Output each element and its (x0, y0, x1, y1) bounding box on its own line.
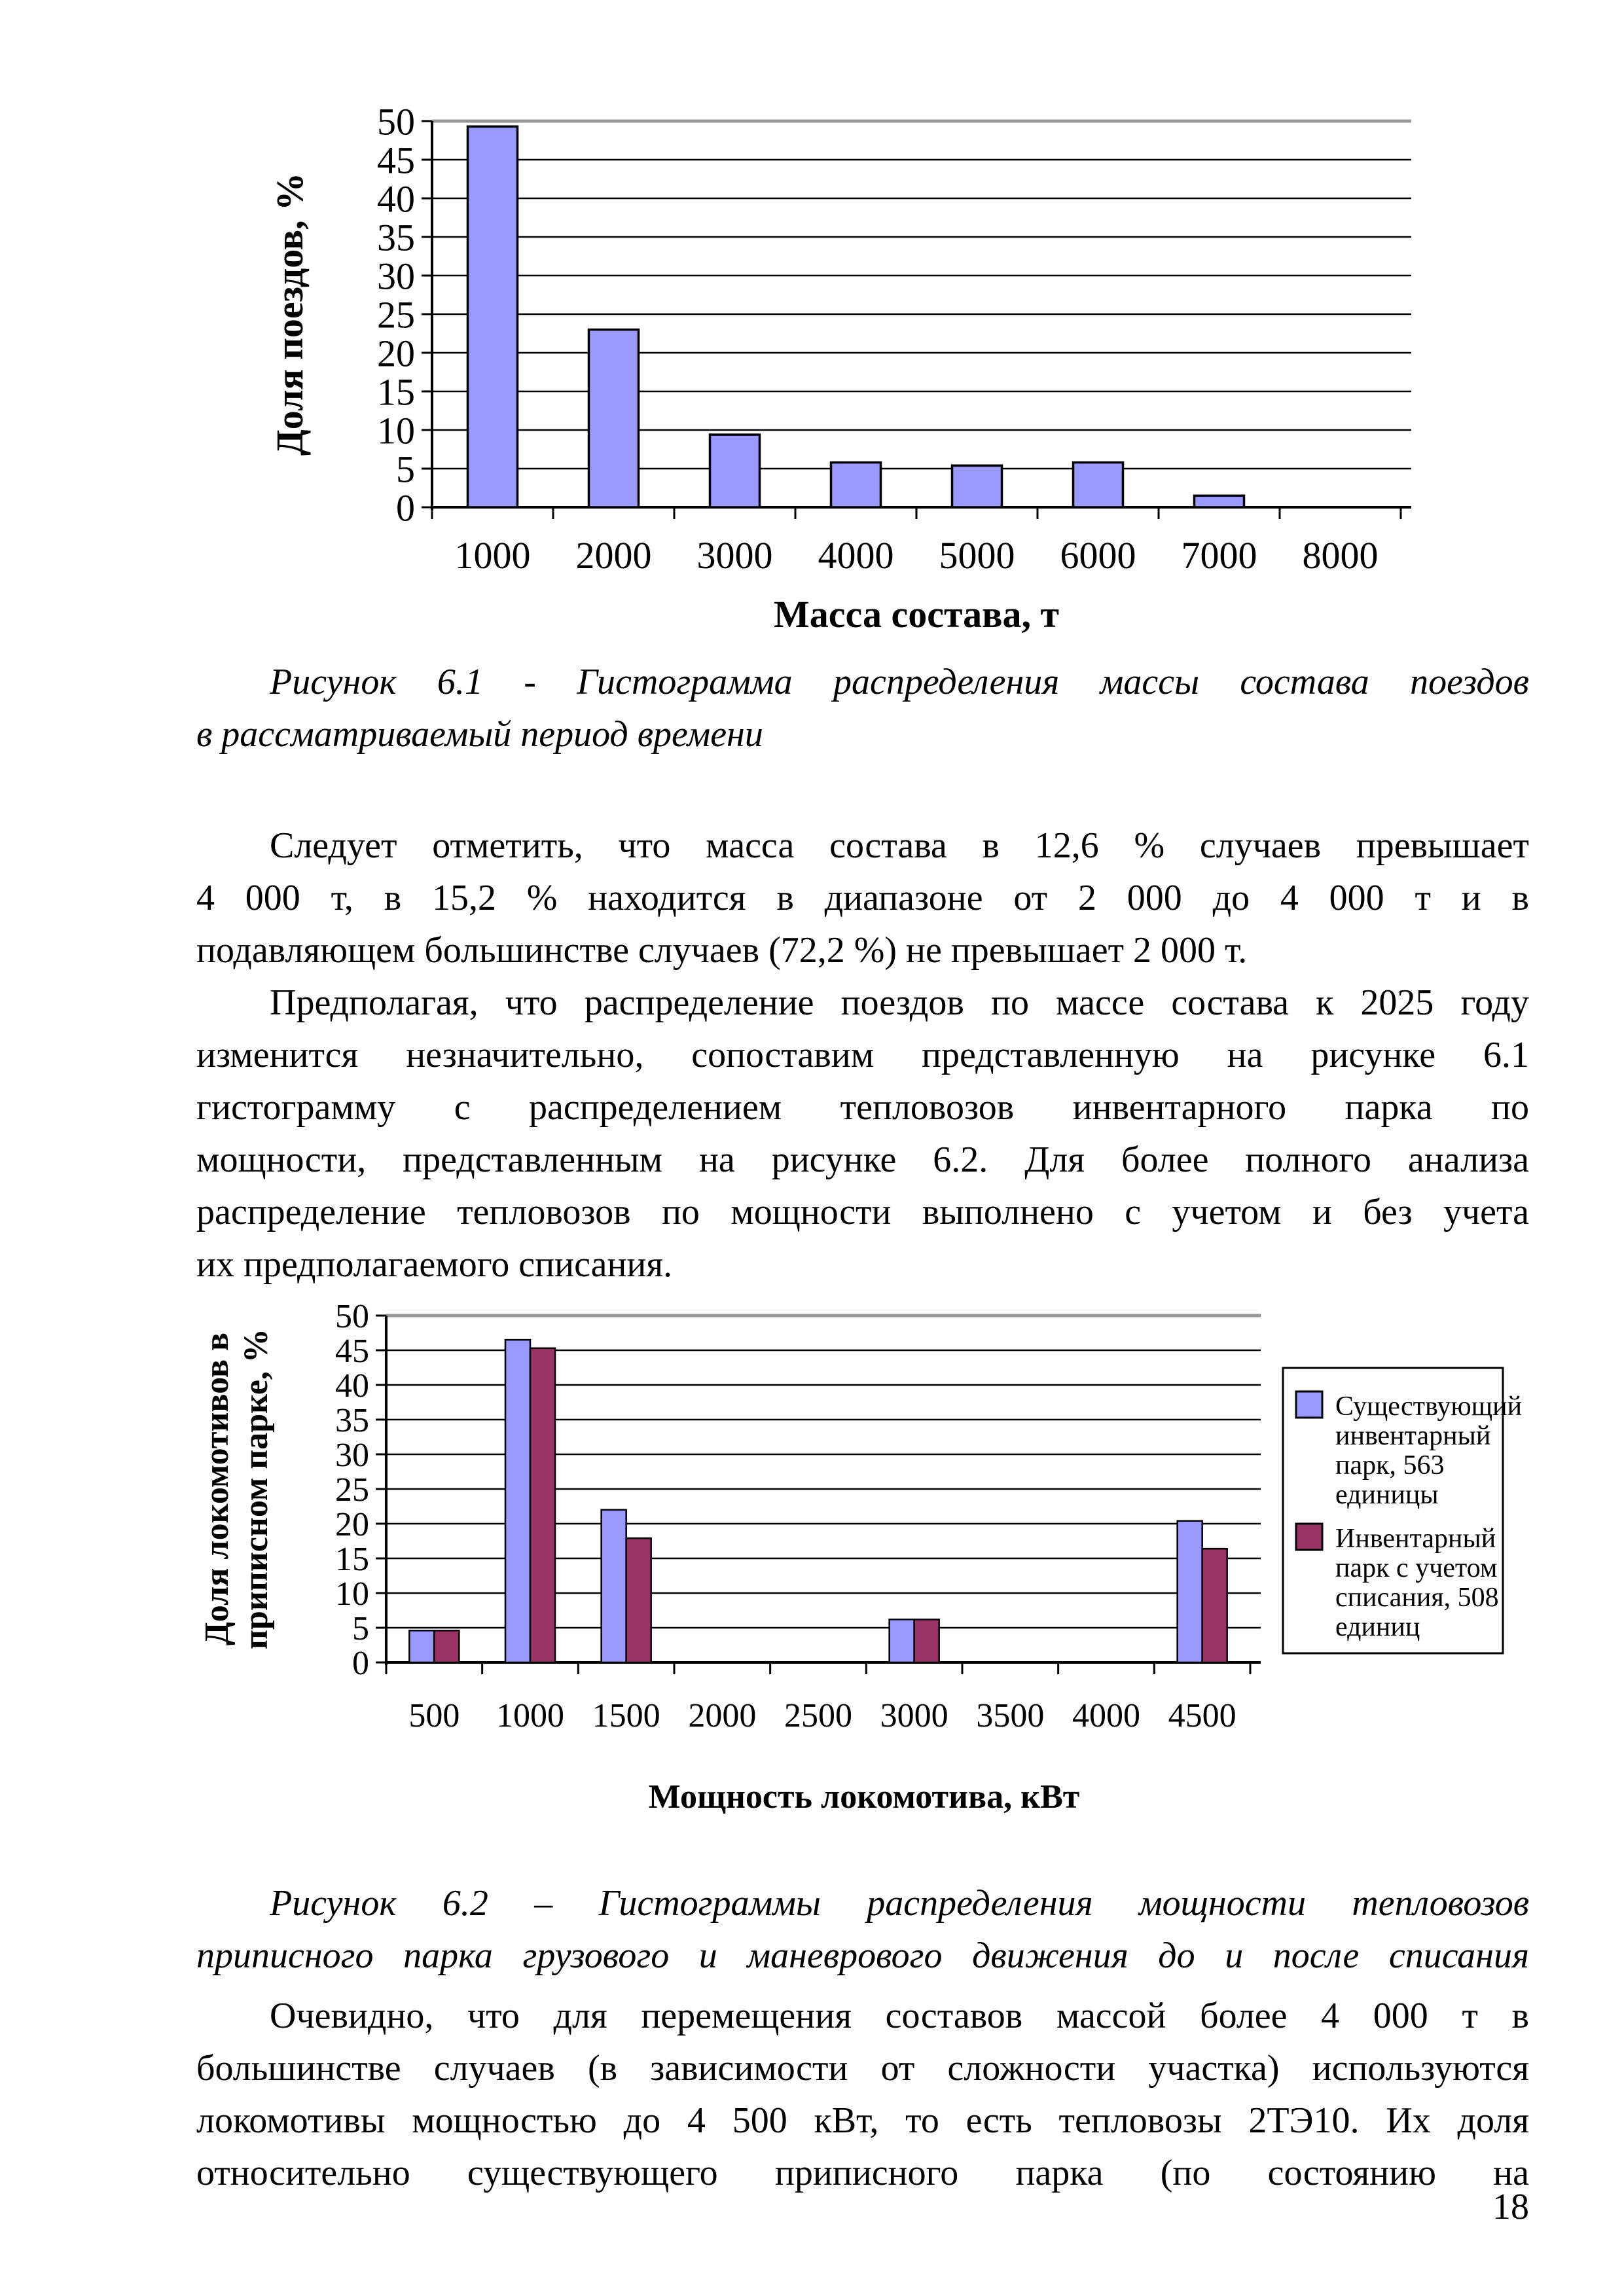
text-line: гистограмму с распределением тепловозов инвентарного парка по (196, 1087, 1529, 1128)
text-line: мощности, представленным на рисунке 6.2. Для более полного анализа (196, 1139, 1529, 1180)
svg-text:Масса состава, т: Масса состава, т (774, 593, 1059, 636)
svg-text:3500: 3500 (976, 1697, 1045, 1734)
text-line: распределение тепловозов по мощности выполнено с учетом и без учета (196, 1192, 1529, 1232)
text-line: Предполагая, что распределение поездов по массе состава к 2025 году (270, 982, 1529, 1023)
svg-text:45: 45 (377, 139, 415, 182)
figure-6-2-caption (196, 1877, 1529, 1982)
page-number: 18 (1492, 2187, 1529, 2227)
svg-text:единицы: единицы (1335, 1480, 1439, 1510)
svg-text:5000: 5000 (939, 534, 1015, 577)
svg-text:35: 35 (335, 1402, 369, 1440)
svg-text:парк, 563: парк, 563 (1335, 1450, 1445, 1480)
text-line: Рисунок 6.2 – Гистограммы распределения мощности тепловозов (270, 1883, 1529, 1924)
text-line: большинстве случаев (в зависимости от сложности участка) используются (196, 2048, 1529, 2089)
svg-text:25: 25 (377, 293, 415, 336)
svg-text:15: 15 (335, 1541, 369, 1579)
svg-text:40: 40 (335, 1367, 369, 1405)
paragraph-1 (196, 819, 1529, 977)
svg-text:0: 0 (396, 486, 415, 529)
text-line: 4 000 т, в 15,2 % находится в диапазоне от 2 000 до 4 000 т и в (196, 878, 1529, 918)
svg-text:Доля локомотивов в: Доля локомотивов в (198, 1332, 236, 1646)
svg-text:1000: 1000 (496, 1697, 564, 1734)
text-line: Рисунок 6.1 - Гистограмма распределения массы состава поездов (270, 662, 1529, 702)
svg-text:4000: 4000 (1072, 1697, 1140, 1734)
svg-text:0: 0 (352, 1645, 369, 1683)
svg-text:3000: 3000 (880, 1697, 948, 1734)
paragraph-2 (196, 977, 1529, 1291)
svg-text:15: 15 (377, 370, 415, 414)
svg-text:приписном парке, %: приписном парке, % (238, 1329, 275, 1649)
svg-text:40: 40 (377, 177, 415, 221)
svg-text:4000: 4000 (818, 534, 894, 577)
svg-text:20: 20 (377, 332, 415, 375)
svg-text:Мощность локомотива, кВт: Мощность локомотива, кВт (648, 1778, 1080, 1816)
svg-text:Доля поездов, %: Доля поездов, % (268, 172, 311, 456)
figure-6-2-bar-chart (196, 1276, 1558, 1865)
svg-text:Существующий: Существующий (1335, 1391, 1523, 1422)
paragraph-3 (196, 1990, 1529, 2199)
text-line: подавляющем большинстве случаев (72,2 %) не превышает 2 000 т. (196, 930, 1248, 971)
svg-text:10: 10 (335, 1575, 369, 1613)
text-line: Следует отметить, что масса состава в 12,6 % случаев превышает (270, 825, 1529, 866)
text-line: приписного парка грузового и маневрового движения до и после списания (196, 1935, 1529, 1976)
svg-text:10: 10 (377, 409, 415, 452)
text-line: относительно существующего приписного парка (по состоянию на (196, 2153, 1529, 2193)
figure-6-1-caption (196, 656, 1529, 761)
svg-text:50: 50 (335, 1298, 369, 1336)
svg-text:6000: 6000 (1060, 534, 1136, 577)
svg-text:35: 35 (377, 216, 415, 259)
svg-text:50: 50 (377, 100, 415, 143)
svg-text:1000: 1000 (454, 534, 531, 577)
svg-text:3000: 3000 (696, 534, 773, 577)
svg-text:инвентарный: инвентарный (1335, 1421, 1491, 1451)
svg-text:20: 20 (335, 1506, 369, 1544)
svg-text:Инвентарный: Инвентарный (1335, 1524, 1496, 1554)
svg-text:2000: 2000 (688, 1697, 757, 1734)
svg-text:45: 45 (335, 1333, 369, 1371)
svg-text:парк с учетом: парк с учетом (1335, 1553, 1498, 1583)
svg-text:5: 5 (396, 448, 415, 491)
svg-text:списания, 508: списания, 508 (1335, 1583, 1499, 1613)
svg-text:2500: 2500 (784, 1697, 852, 1734)
svg-text:8000: 8000 (1302, 534, 1379, 577)
svg-text:2000: 2000 (575, 534, 652, 577)
svg-text:7000: 7000 (1181, 534, 1257, 577)
svg-text:5: 5 (352, 1610, 369, 1648)
svg-text:30: 30 (335, 1437, 369, 1475)
text-line: их предполагаемого списания. (196, 1244, 673, 1285)
text-line: в рассматриваемый период времени (196, 714, 763, 755)
figure-6-1-bar-chart (262, 59, 1440, 648)
text-line: изменится незначительно, сопоставим представленную на рисунке 6.1 (196, 1035, 1529, 1075)
svg-text:500: 500 (408, 1697, 460, 1734)
svg-text:единиц: единиц (1335, 1612, 1420, 1642)
text-line: Очевидно, что для перемещения составов массой более 4 000 т в (270, 1996, 1529, 2036)
svg-text:1500: 1500 (592, 1697, 660, 1734)
text-line: локомотивы мощностью до 4 500 кВт, то есть тепловозы 2ТЭ10. Их доля (196, 2100, 1529, 2141)
svg-text:4500: 4500 (1168, 1697, 1236, 1734)
svg-text:25: 25 (335, 1471, 369, 1509)
svg-text:30: 30 (377, 255, 415, 298)
